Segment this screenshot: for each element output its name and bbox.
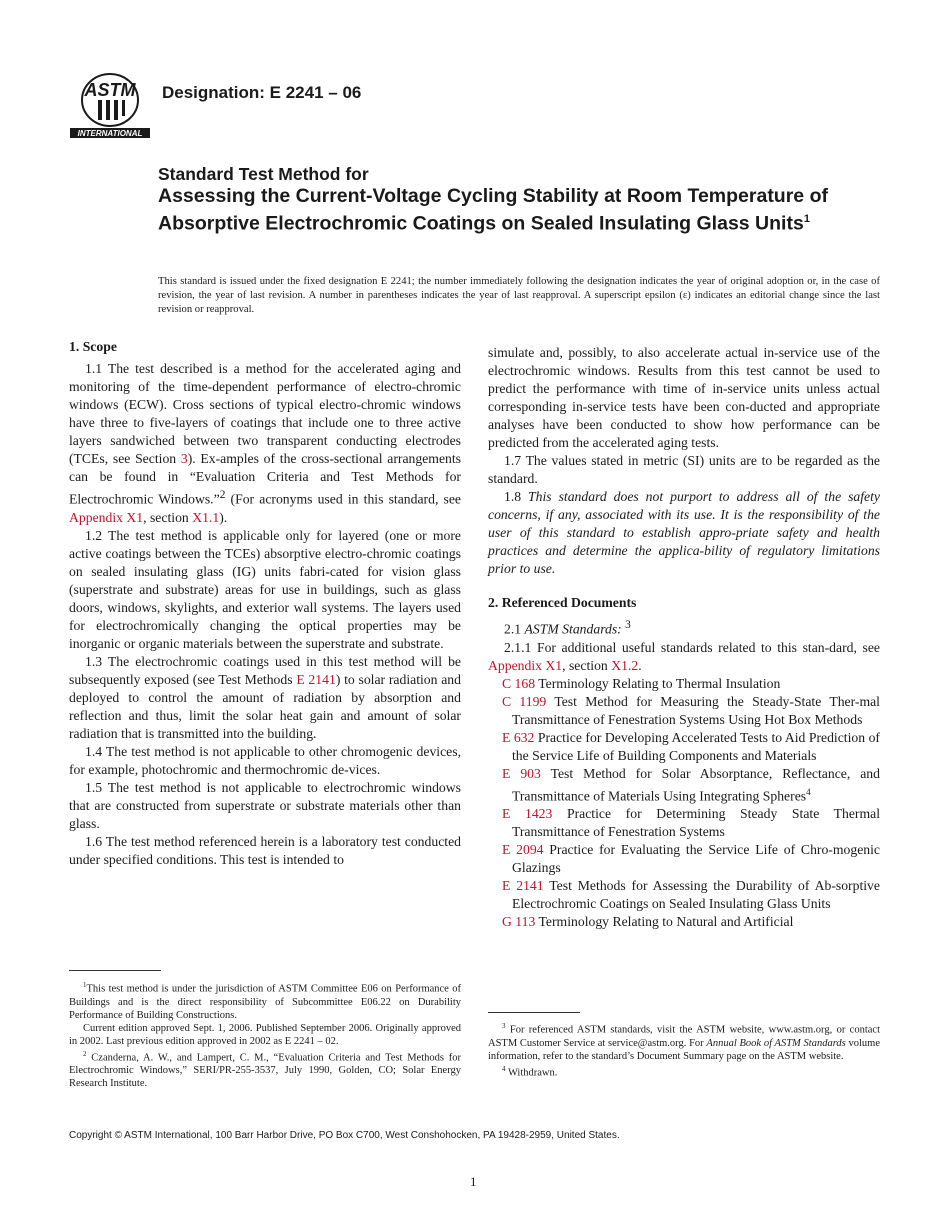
footnotes-left <box>69 979 461 1090</box>
ref-code-link[interactable]: E 2094 <box>502 842 544 858</box>
left-column <box>69 338 461 869</box>
section-2-heading: 2. Referenced Documents <box>488 595 637 610</box>
section-3-link[interactable]: 3 <box>180 451 188 466</box>
page-number: 1 <box>470 1174 477 1189</box>
ref-g113: G 113 Terminology Relating to Natural and Artificial <box>502 914 794 930</box>
title-footnote-mark: 1 <box>803 213 810 225</box>
para-1-3: 1.3 The electrochromic coatings used in this test method will be subsequently exposed (see Test Methods E 2141) to solar radiation and deployed to control the amount of radiation by absorption and reflection and thus, limit the solar heat gain and amount of solar radiation that is transmitted into the building. <box>69 653 461 741</box>
section-1-heading: 1. Scope <box>69 339 117 354</box>
ref-c1199: C 1199 Test Method for Measuring the Steady-State Ther-mal Transmittance of Fenestration Systems Using Hot Box Methods <box>502 693 880 727</box>
footnote-4: $^4$ Withdrawn. <box>502 1064 558 1078</box>
ref-e2094: E 2094 Practice for Evaluating the Service Life of Chro-mogenic Glazings <box>502 842 880 876</box>
ref-e1423: E 1423 Practice for Determining Steady State Thermal Transmittance of Fenestration Systems <box>502 806 880 840</box>
para-1-6: 1.6 The test method referenced herein is a laboratory test conducted under specified conditions. This test is intended to <box>69 833 461 867</box>
ref-code-link[interactable]: E 632 <box>502 729 535 745</box>
para-2-1: 2.1 ASTM Standards: $^3$ <box>504 619 631 637</box>
issue-note: This standard is issued under the fixed designation E 2241; the number immediately following the designation indicates the year of original adoption or, in the case of revision, the year of last revision. A number in parentheses indicates the year of last reapproval. A superscript epsilon (ε) indicates an editorial change since the last revision or reapproval. <box>158 276 880 315</box>
ref-e2141: E 2141 Test Methods for Assessing the Durability of Ab-sorptive Electrochromic Coatings on Sealed Insulating Glass Units <box>502 878 880 912</box>
x1-2-link[interactable]: X1.2 <box>611 657 639 673</box>
astm-logo <box>68 66 152 140</box>
title-line-1: Standard Test Method for <box>158 164 369 184</box>
ref-e632: E 632 Practice for Developing Accelerated Tests to Aid Prediction of the Service Life of Building Components and Materials <box>502 729 880 763</box>
edition-note: Current edition approved Sept. 1, 2006. Published September 2006. Originally approved in 2002. Last previous edition approved in 2002 as E 2241 – 02. <box>69 1022 461 1047</box>
footnote-1: $^1$This test method is under the jurisdiction of ASTM Committee E06 on Performance of Buildings and is the direct responsibility of Subcommittee E06.22 on Durability Performance of Building Constructions. <box>69 981 461 1021</box>
copyright-notice: Copyright © ASTM International, 100 Barr Harbor Drive, PO Box C700, West Conshohocken, PA 19428-2959, United States. <box>69 1130 620 1141</box>
footnote-rule-left <box>69 970 161 971</box>
svg-text:INTERNATIONAL: INTERNATIONAL <box>77 129 143 138</box>
footnote-3: $^3$ For referenced ASTM standards, visit the ASTM website, www.astm.org, or contact ASTM Customer Service at service@astm.org. For Annual Book of ASTM Standards volume information, refer to the standard’s Document Summary page on the ASTM website. <box>488 1022 880 1062</box>
para-2-1-1: 2.1.1 For additional useful standards related to this stan-dard, see Appendix X1, section X1.2. <box>488 639 880 673</box>
para-1-5: 1.5 The test method is not applicable to electrochromic windows that are constructed from superstrate or substrate materials other than glass. <box>69 779 461 831</box>
para-1-8: 1.8 This standard does not purport to address all of the safety concerns, if any, associated with its use. It is the responsibility of the user of this standard to establish appro-priate safety and health practices and determine the applica-bility of regulatory limitations prior to use. <box>488 489 880 576</box>
appendix-x1-link[interactable]: Appendix X1 <box>69 509 144 525</box>
ref-code-link[interactable]: C 168 <box>502 675 536 691</box>
para-1-1: 1.1 The test described is a method for the accelerated aging and monitoring of the time-dependent performance of electro-chromic windows (ECW). Cross sections of typical electro-chromic windows have three to five-layers of coatings that include one to three active layers sandwiched between two transparent conducting electrodes (TCEs, see Section 3). Ex-amples of the cross-sectional arrangements can be found in “Evaluation Criteria and Test Methods for Electrochromic Windows.”$^2$ (For acronyms used in this standard, see Appendix X1, section X1.1). <box>69 361 461 525</box>
ref-c168: C 168 Terminology Relating to Thermal Insulation <box>502 675 781 691</box>
svg-text:ASTM: ASTM <box>84 80 136 100</box>
para-1-6-continued: simulate and, possibly, to also accelerate actual in-service use of the electrochromic windows. Results from this test cannot be used to predict the performance with time of in-service units unless actual corresponding in-service tests have been con-ducted and appropriate analyses have been conducted to show how performance can be predicted from the accelerated aging tests. <box>488 345 880 450</box>
footnotes-right <box>488 1020 880 1079</box>
ref-code-link[interactable]: E 1423 <box>502 806 553 822</box>
title-main <box>158 185 858 236</box>
para-1-2: 1.2 The test method is applicable only for layered (one or more active coatings between the TCEs) absorptive electro-chromic coatings on sealed insulating glass (IG) units fabri-cated for vision glass (superstrate and substrate) areas for use in buildings, such as glass doors, windows, skylights, and exterior wall systems. The layers used for electrochromically changing the optical properties may be inorganic or organic materials between the superstrate and substrate. <box>69 527 461 651</box>
para-1-4: 1.4 The test method is not applicable to other chromogenic devices, for example, photochromic and thermochromic de-vices. <box>69 743 461 777</box>
ref-code-link[interactable]: G 113 <box>502 914 536 930</box>
ref-code-link[interactable]: E 903 <box>502 765 541 781</box>
ref-code-link[interactable]: E 2141 <box>502 878 544 894</box>
title-main-text: Assessing the Current-Voltage Cycling Stability at Room Temperature of Absorptive Electrochromic Coatings on Sealed Insulating Glass Units <box>158 185 828 235</box>
document-title <box>158 163 858 236</box>
ref-code-link[interactable]: C 1199 <box>502 693 547 709</box>
ref-e903: E 903 Test Method for Solar Absorptance, Reflectance, and Transmittance of Materials Using Integrating Spheres$^4$ <box>502 765 880 804</box>
x1-1-link[interactable]: X1.1 <box>192 509 220 525</box>
footnote-2: $^2$ Czanderna, A. W., and Lampert, C. M., “Evaluation Criteria and Test Methods for Electrochromic Windows,” SERI/PR-255-3537, July 1990, Golden, CO; Solar Energy Research Institute. <box>69 1049 462 1089</box>
para-1-7: 1.7 The values stated in metric (SI) units are to be regarded as the standard. <box>488 453 880 486</box>
footnote-rule-right <box>488 1012 580 1013</box>
right-column <box>488 344 880 931</box>
appendix-x1-link-2[interactable]: Appendix X1 <box>488 657 563 673</box>
e2141-link[interactable]: E 2141 <box>296 671 336 687</box>
designation: Designation: E 2241 – 06 <box>162 83 362 102</box>
